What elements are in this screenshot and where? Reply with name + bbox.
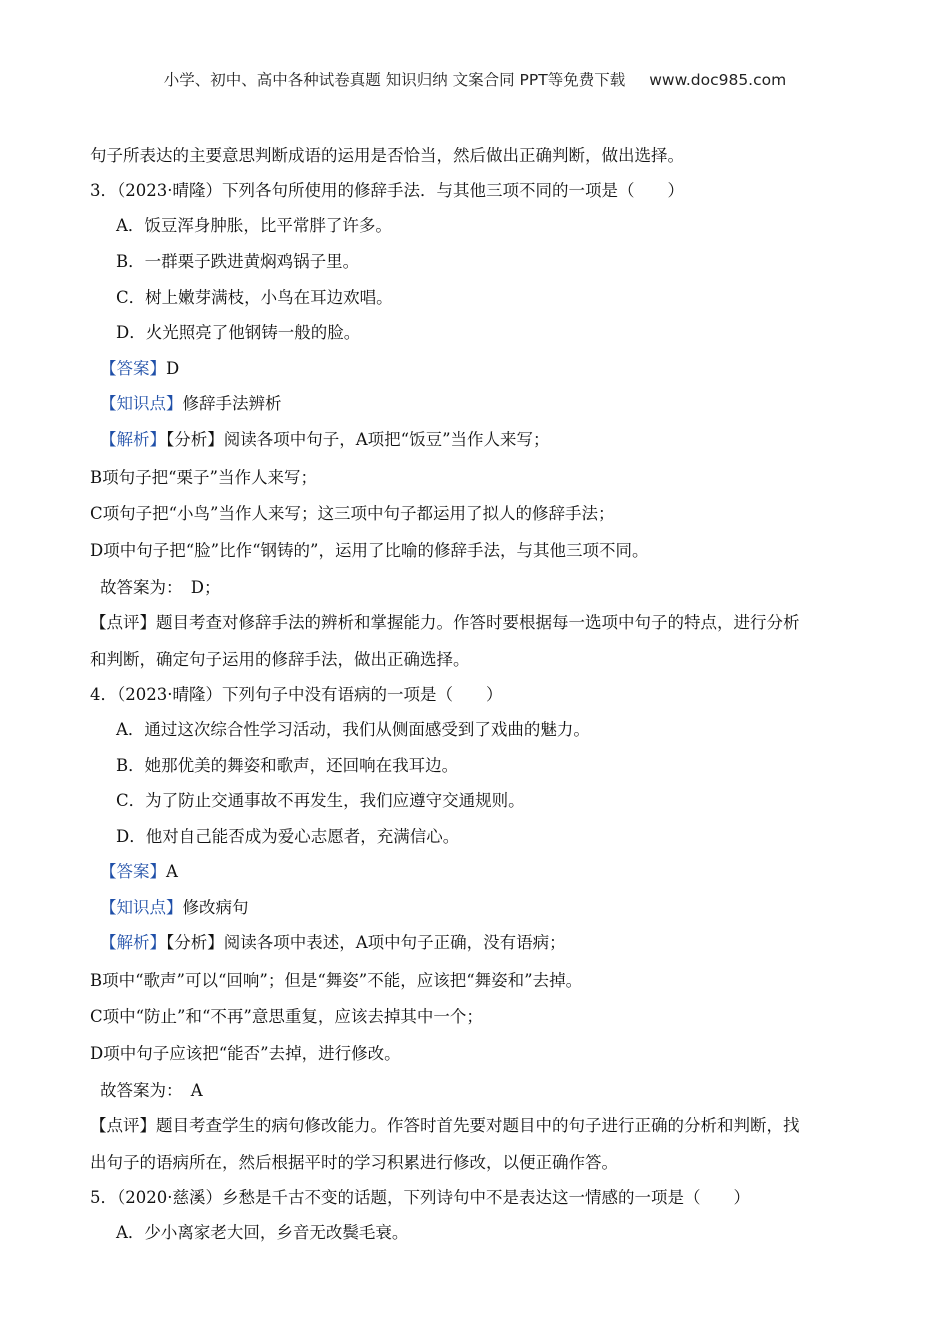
- analysis-text: 【分析】阅读各项中表述，A项中句子正确，没有语病；: [166, 933, 566, 952]
- page-header: [0, 68, 950, 90]
- intro-text: 句子所表达的主要意思判断成语的运用是否恰当，然后做出正确判断，做出选择。: [90, 146, 684, 165]
- analysis-text: 【分析】阅读各项中句子，A项把“饭豆”当作人来写；: [166, 430, 550, 449]
- header-url[interactable]: www.doc985.com: [649, 71, 787, 89]
- knowledge-point-value: 修改病句: [182, 898, 249, 917]
- q5-option-a: A．少小离家老大回，乡音无改鬓毛衰。: [116, 1223, 409, 1242]
- q3-option-d: D．火光照亮了他钢铸一般的脸。: [116, 323, 361, 342]
- q3-analysis-1: [100, 429, 550, 451]
- q3-option-b: B．一群栗子跌进黄焖鸡锅子里。: [116, 252, 360, 271]
- answer-value: A: [166, 862, 178, 881]
- q4-stem: 4．（2023·晴隆）下列句子中没有语病的一项是（ ）: [90, 685, 503, 704]
- answer-value: D: [166, 359, 180, 378]
- q4-option-b: B．她那优美的舞姿和歌声，还回响在我耳边。: [116, 756, 459, 775]
- q3-analysis-3: C项句子把“小鸟”当作人来写；这三项中句子都运用了拟人的修辞手法；: [90, 504, 615, 523]
- q3-review-2: 和判断，确定句子运用的修辞手法，做出正确选择。: [90, 650, 470, 669]
- q4-review-2: 出句子的语病所在，然后根据平时的学习积累进行修改，以便正确作答。: [90, 1153, 618, 1172]
- q4-review-1: [90, 1115, 800, 1137]
- q3-option-a: A．饭豆浑身肿胀，比平常胖了许多。: [116, 216, 392, 235]
- q5-stem: 5．（2020·慈溪）乡愁是千古不变的话题，下列诗句中不是表达这一情感的一项是（ ）: [90, 1188, 750, 1207]
- knowledge-point-value: 修辞手法辨析: [182, 394, 282, 413]
- q4-analysis-4: D项中句子应该把“能否”去掉，进行修改。: [90, 1044, 401, 1063]
- q3-final-answer: 故答案为： D；: [100, 578, 221, 597]
- q4-option-a: A．通过这次综合性学习活动，我们从侧面感受到了戏曲的魅力。: [116, 720, 590, 739]
- q3-analysis-2: B项句子把“栗子”当作人来写；: [90, 468, 317, 487]
- q4-analysis-3: C项中“防止”和“不再”意思重复，应该去掉其中一个；: [90, 1007, 483, 1026]
- q3-answer: [100, 358, 179, 380]
- q3-stem: 3．（2023·晴隆）下列各句所使用的修辞手法．与其他三项不同的一项是（ ）: [90, 181, 684, 200]
- q3-analysis-4: D项中句子把“脸”比作“钢铸的”，运用了比喻的修辞手法，与其他三项不同。: [90, 541, 649, 560]
- q3-option-c: C．树上嫩芽满枝，小鸟在耳边欢唱。: [116, 288, 393, 307]
- analysis-tag: 【解析】: [100, 933, 166, 952]
- q3-review-1: [90, 612, 800, 634]
- q4-analysis-1: [100, 932, 566, 954]
- answer-tag: 【答案】: [100, 862, 166, 881]
- q3-knowledge-point: [100, 393, 282, 415]
- knowledge-point-tag: 【知识点】: [100, 898, 183, 917]
- analysis-tag: 【解析】: [100, 430, 166, 449]
- review-tag: 【点评】: [90, 613, 156, 632]
- q4-final-answer: 故答案为： A: [100, 1081, 203, 1100]
- review-text: 题目考查对修辞手法的辨析和掌握能力。作答时要根据每一选项中句子的特点，进行分析: [156, 613, 800, 632]
- q4-analysis-2: B项中“歌声”可以“回响”；但是“舞姿”不能，应该把“舞姿和”去掉。: [90, 971, 583, 990]
- review-text: 题目考查学生的病句修改能力。作答时首先要对题目中的句子进行正确的分析和判断，找: [156, 1116, 800, 1135]
- q4-option-c: C．为了防止交通事故不再发生，我们应遵守交通规则。: [116, 791, 525, 810]
- review-tag: 【点评】: [90, 1116, 156, 1135]
- q4-option-d: D．他对自己能否成为爱心志愿者，充满信心。: [116, 827, 460, 846]
- q4-answer: [100, 861, 178, 883]
- q4-knowledge-point: [100, 897, 249, 919]
- header-title: 小学、初中、高中各种试卷真题 知识归纳 文案合同 PPT等免费下载: [163, 71, 626, 89]
- knowledge-point-tag: 【知识点】: [100, 394, 183, 413]
- answer-tag: 【答案】: [100, 359, 166, 378]
